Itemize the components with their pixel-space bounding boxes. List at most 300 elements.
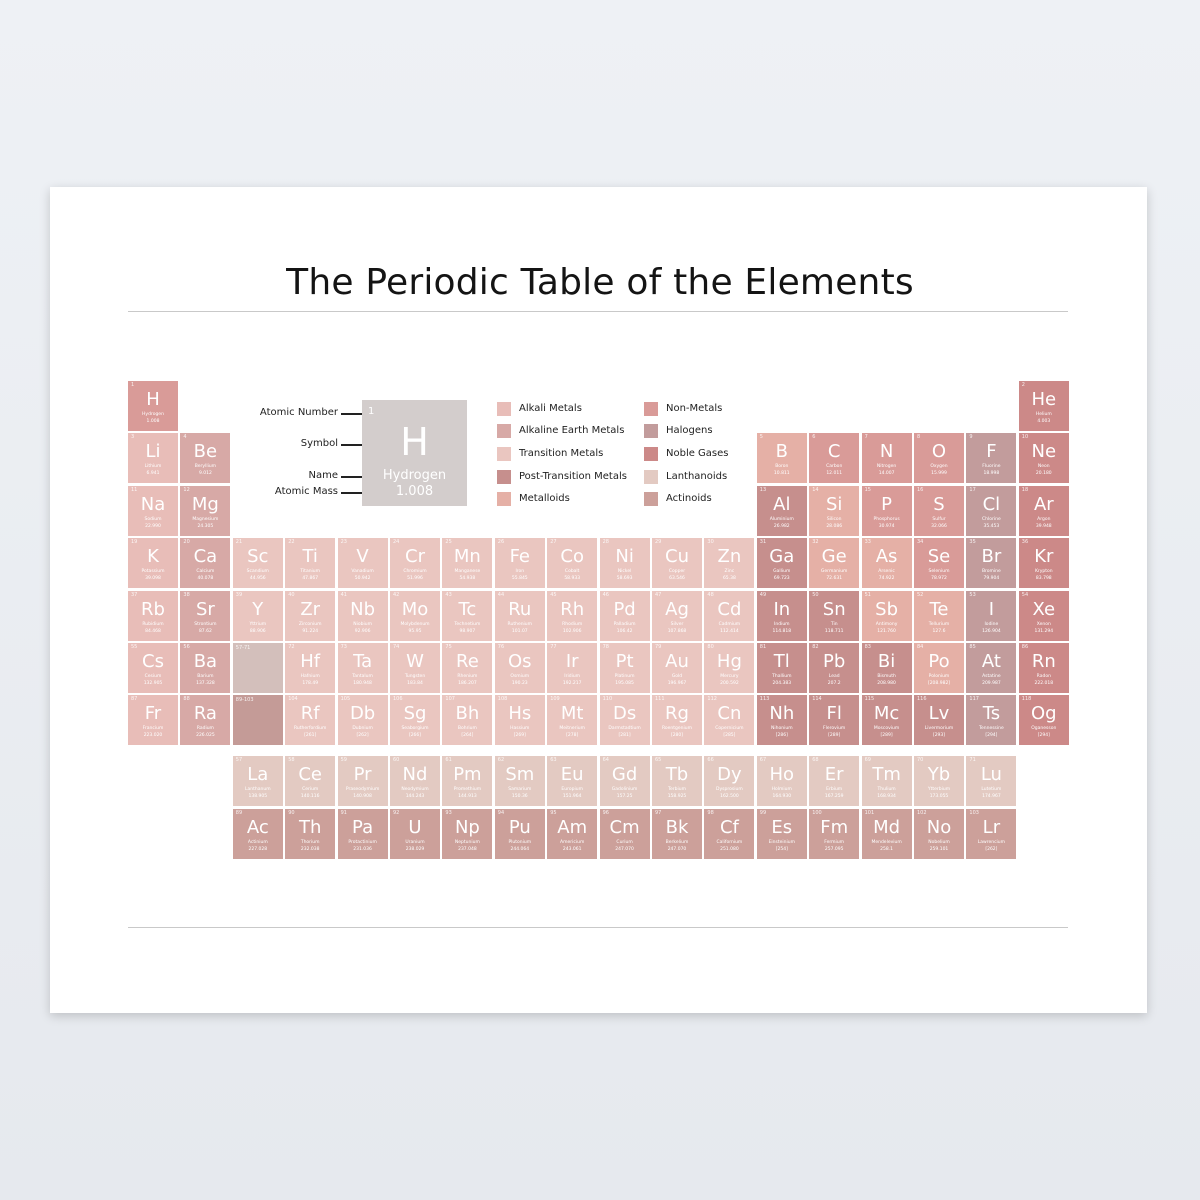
element-name: Cobalt	[564, 569, 580, 575]
element-mass: 173.055	[929, 794, 949, 799]
element-mass: 190.23	[511, 681, 528, 686]
element-number: 82	[812, 644, 819, 650]
element-number: 117	[969, 696, 979, 703]
element-number: 93	[445, 810, 452, 816]
element-name: Lanthanum	[245, 787, 271, 792]
element-name: Bismuth	[877, 674, 896, 679]
element-mass: 55.845	[511, 576, 528, 582]
element-mass: 232.038	[300, 847, 320, 852]
element-cell-fm	[809, 809, 859, 859]
element-cell-pu	[495, 809, 545, 859]
element-mass: 226.025	[196, 733, 215, 739]
element-number: 10	[1021, 434, 1029, 441]
key-label-name: Name	[308, 470, 338, 481]
element-mass: 208.980	[877, 681, 896, 686]
element-number: 11	[131, 486, 138, 493]
element-number: 21	[235, 539, 243, 546]
element-cell-zn	[704, 538, 754, 588]
element-number: 64	[602, 757, 609, 763]
element-number: 67	[759, 757, 767, 763]
element-name: Ytterbium	[927, 787, 951, 792]
element-number: 3	[131, 434, 135, 441]
element-symbol: Ts	[982, 703, 1001, 725]
element-mass: 4.003	[1037, 419, 1051, 424]
element-cell-er	[809, 756, 859, 806]
element-symbol: W	[406, 651, 424, 672]
element-mass: 144.913	[458, 794, 477, 799]
element-cell-zr	[285, 591, 335, 641]
element-number: 70	[917, 757, 924, 763]
element-name: Rhenium	[457, 674, 478, 679]
element-mass: 74.922	[878, 576, 895, 582]
element-symbol: Cs	[142, 651, 164, 672]
element-mass: 12.011	[826, 471, 843, 477]
element-number: 15	[864, 486, 871, 493]
element-number: 86	[1021, 644, 1029, 650]
element-mass: 78.972	[931, 576, 947, 582]
element-mass: 106.42	[616, 628, 633, 634]
element-number: 102	[917, 810, 927, 816]
element-name: Dysprosium	[716, 787, 743, 792]
element-cell-ti	[285, 538, 335, 588]
element-number: 40	[288, 591, 295, 598]
element-mass: 137.328	[196, 681, 215, 686]
key-label-symbol: Symbol	[300, 438, 338, 449]
element-cell-k	[128, 538, 178, 588]
element-name: Ruthenium	[507, 621, 533, 627]
placeholder-range-label: 89-103	[235, 697, 254, 704]
series-placeholder-cell	[233, 695, 283, 745]
element-cell-te	[914, 591, 964, 641]
legend-label: Lanthanoids	[666, 471, 728, 482]
element-number: 18	[1021, 486, 1029, 493]
element-mass: 1.008	[146, 419, 160, 424]
legend-label: Noble Gases	[666, 448, 729, 459]
element-mass: 20.180	[1035, 471, 1052, 477]
element-cell-rn	[1019, 643, 1069, 693]
element-cell-fr	[128, 695, 178, 745]
element-cell-cn	[704, 695, 754, 745]
element-symbol: Si	[825, 493, 843, 515]
element-number: 116	[917, 696, 927, 703]
legend-label: Post-Transition Metals	[519, 471, 627, 482]
element-cell-sn	[809, 591, 859, 641]
element-cell-c	[809, 433, 859, 483]
element-number: 78	[602, 644, 609, 650]
element-name: Boron	[775, 464, 789, 470]
element-number: 58	[288, 757, 295, 763]
element-number: 38	[183, 591, 190, 598]
element-symbol: Hs	[508, 703, 532, 725]
element-cell-sg	[390, 695, 440, 745]
element-name: Americium	[560, 840, 585, 845]
element-cell-ac	[233, 809, 283, 859]
element-mass: 243.061	[562, 847, 582, 852]
element-symbol: Sn	[822, 598, 846, 620]
element-cell-os	[495, 643, 545, 693]
element-name: Sodium	[144, 516, 162, 522]
key-label-atomic-mass: Atomic Mass	[274, 486, 338, 497]
element-name: Tungsten	[404, 674, 426, 679]
element-symbol: Bk	[665, 817, 689, 838]
element-name: Zinc	[724, 569, 735, 575]
element-number: 47	[655, 591, 662, 598]
element-name: Carbon	[826, 464, 843, 470]
element-name: Cerium	[302, 787, 319, 792]
element-symbol: Se	[927, 546, 951, 568]
element-mass: 51.996	[407, 576, 423, 582]
element-cell-s	[914, 486, 964, 536]
element-name: Tellurium	[928, 621, 950, 627]
element-number: 30	[707, 539, 714, 546]
element-symbol: Lv	[928, 703, 950, 725]
element-number: 16	[917, 486, 924, 493]
element-cell-pd	[600, 591, 650, 641]
element-cell-in	[757, 591, 807, 641]
element-mass: 126.904	[982, 628, 1001, 634]
element-cell-i	[966, 591, 1016, 641]
element-symbol: Eu	[560, 764, 584, 785]
element-number: 65	[655, 757, 662, 763]
placeholder-range-label: 57-71	[235, 645, 251, 651]
element-cell-gd	[600, 756, 650, 806]
element-name: Californium	[716, 840, 743, 845]
element-number: 90	[288, 810, 295, 816]
element-name: Uranium	[405, 840, 425, 845]
element-number: 92	[393, 810, 400, 816]
element-symbol: Rg	[665, 703, 689, 725]
element-number: 20	[183, 539, 190, 546]
element-symbol: Tl	[773, 651, 790, 672]
element-cell-lv	[914, 695, 964, 745]
element-symbol: Ge	[821, 546, 847, 568]
element-symbol: Ti	[302, 546, 318, 568]
element-number: 2	[1021, 382, 1025, 388]
element-number: 12	[183, 486, 190, 493]
element-mass: [293]	[932, 733, 946, 739]
legend-label: Transition Metals	[519, 448, 604, 459]
element-cell-p	[862, 486, 912, 536]
element-cell-ta	[338, 643, 388, 693]
element-cell-hg	[704, 643, 754, 693]
element-name: Yttrium	[249, 621, 267, 627]
element-name: Hassium	[510, 726, 530, 732]
element-symbol: Zr	[300, 598, 321, 620]
element-symbol: Ba	[193, 651, 218, 672]
element-number: 77	[550, 644, 557, 650]
element-symbol: Mg	[191, 493, 219, 515]
element-symbol: Mn	[453, 546, 481, 568]
element-cell-cu	[652, 538, 702, 588]
element-cell-ge	[809, 538, 859, 588]
element-name: Argon	[1037, 516, 1051, 522]
key-sample-mass: 1.008	[395, 484, 434, 499]
element-symbol: Ce	[298, 764, 323, 785]
element-number: 53	[969, 591, 976, 598]
element-mass: 162.500	[720, 794, 739, 799]
element-number: 24	[393, 539, 400, 546]
element-number: 22	[288, 539, 295, 546]
element-name: Cadmium	[718, 621, 741, 627]
element-symbol: Ta	[353, 651, 373, 672]
element-mass: 10.811	[773, 471, 790, 477]
element-number: 87	[131, 696, 138, 703]
element-name: Copper	[668, 569, 686, 575]
element-mass: 39.098	[145, 576, 161, 582]
element-mass: [285]	[723, 733, 736, 739]
element-mass: 40.078	[197, 576, 214, 582]
legend-label: Alkaline Earth Metals	[519, 425, 625, 436]
element-mass: 63.546	[669, 576, 685, 582]
element-mass: 157.25	[616, 794, 633, 799]
element-cell-mo	[390, 591, 440, 641]
element-cell-cl	[966, 486, 1016, 536]
element-cell-ni	[600, 538, 650, 588]
element-cell-la	[233, 756, 283, 806]
element-symbol: Bi	[877, 651, 896, 672]
element-name: Hafnium	[300, 674, 320, 679]
element-name: Rubidium	[142, 621, 164, 627]
element-symbol: Y	[252, 598, 264, 620]
element-symbol: Rb	[141, 598, 165, 620]
element-symbol: Gd	[611, 764, 638, 785]
element-mass: 87.62	[198, 628, 212, 634]
element-name: Lutetium	[981, 787, 1002, 792]
element-mass: 69.723	[773, 576, 790, 582]
element-number: 17	[969, 486, 976, 493]
element-number: 72	[288, 644, 295, 650]
element-cell-ga	[757, 538, 807, 588]
element-symbol: Cn	[717, 703, 742, 725]
element-name: Bohrium	[457, 726, 477, 732]
element-name: Manganese	[454, 569, 481, 575]
element-cell-nd	[390, 756, 440, 806]
element-cell-am	[547, 809, 597, 859]
element-mass: 209.987	[982, 681, 1001, 686]
element-mass: 207.2	[827, 681, 841, 686]
element-mass: 6.941	[146, 471, 160, 477]
legend-label: Halogens	[666, 425, 713, 436]
element-mass: [269]	[513, 733, 526, 739]
element-symbol: Sc	[247, 546, 269, 568]
element-name: Xenon	[1036, 621, 1051, 627]
element-symbol: Pb	[823, 651, 846, 672]
element-name: Silicon	[826, 516, 842, 522]
element-mass: 54.938	[459, 576, 476, 582]
element-symbol: Cd	[717, 598, 742, 620]
element-number: 28	[602, 539, 609, 546]
element-symbol: Ho	[769, 764, 795, 785]
element-mass: 84.468	[145, 628, 161, 634]
element-mass: 50.942	[354, 576, 371, 582]
element-name: Erbium	[826, 787, 843, 792]
element-cell-eu	[547, 756, 597, 806]
element-cell-th	[285, 809, 335, 859]
element-cell-pm	[442, 756, 492, 806]
element-mass: 183.84	[407, 681, 423, 686]
element-cell-si	[809, 486, 859, 536]
element-mass: 150.36	[511, 794, 528, 799]
element-cell-pa	[338, 809, 388, 859]
element-number: 52	[917, 591, 924, 598]
element-symbol: I	[988, 598, 995, 620]
element-cell-tl	[757, 643, 807, 693]
legend-label: Actinoids	[666, 493, 712, 504]
element-cell-al	[757, 486, 807, 536]
element-cell-fe	[495, 538, 545, 588]
element-symbol: Pr	[353, 764, 372, 785]
element-name: Indium	[774, 621, 790, 627]
element-symbol: Lr	[982, 817, 1001, 838]
element-cell-rb	[128, 591, 178, 641]
element-symbol: Pm	[453, 764, 482, 785]
element-number: 100	[812, 810, 822, 816]
element-symbol: In	[773, 598, 791, 620]
element-cell-cm	[600, 809, 650, 859]
element-cell-db	[338, 695, 388, 745]
element-symbol: Os	[508, 651, 532, 672]
element-name: Lithium	[144, 464, 162, 470]
element-cell-fl	[809, 695, 859, 745]
element-number: 31	[759, 539, 767, 546]
poster-title: The Periodic Table of the Elements	[286, 262, 914, 303]
element-name: Nihonium	[771, 726, 793, 732]
element-cell-mc	[862, 695, 912, 745]
element-cell-na	[128, 486, 178, 536]
element-name: Silver	[670, 621, 684, 627]
element-cell-pb	[809, 643, 859, 693]
element-cell-mt	[547, 695, 597, 745]
element-mass: 223.020	[143, 733, 163, 739]
element-name: Lead	[828, 674, 840, 679]
key-sample-number: 1	[368, 406, 375, 417]
element-cell-po	[914, 643, 964, 693]
element-cell-ir	[547, 643, 597, 693]
element-name: Zirconium	[298, 621, 322, 627]
element-name: Mercury	[720, 674, 739, 679]
element-name: Iridium	[564, 674, 581, 679]
element-symbol: Tb	[665, 764, 689, 785]
element-mass: 132.905	[143, 681, 163, 686]
element-mass: 138.905	[248, 794, 268, 799]
element-name: Gallium	[773, 569, 791, 575]
element-number: 7	[864, 434, 868, 441]
element-mass: 247.070	[667, 847, 687, 852]
element-cell-bk	[652, 809, 702, 859]
element-name: Tin	[830, 621, 838, 627]
element-mass: 257.095	[824, 847, 844, 852]
element-mass: 58.933	[564, 576, 581, 582]
element-name: Gold	[671, 674, 683, 679]
element-symbol: V	[356, 546, 369, 568]
element-cell-ra	[180, 695, 230, 745]
element-cell-he	[1019, 381, 1069, 431]
element-name: Livermorium	[924, 726, 954, 732]
element-number: 19	[131, 539, 138, 546]
element-number: 109	[550, 696, 560, 703]
element-symbol: Hg	[716, 651, 742, 672]
element-number: 57	[235, 757, 243, 763]
element-mass: [289]	[880, 733, 893, 739]
element-symbol: Li	[145, 441, 161, 463]
element-mass: 195.085	[615, 681, 634, 686]
element-mass: 39.948	[1035, 523, 1052, 529]
element-cell-pr	[338, 756, 388, 806]
element-cell-se	[914, 538, 964, 588]
element-symbol: Tc	[458, 598, 477, 620]
element-number: 27	[550, 539, 557, 546]
element-name: Neptunium	[454, 840, 480, 845]
element-number: 55	[131, 644, 138, 650]
element-name: Thallium	[772, 674, 792, 679]
element-name: Aluminium	[769, 516, 794, 522]
element-name: Tennessine	[978, 726, 1004, 732]
element-mass: 83.798	[1035, 576, 1052, 582]
element-symbol: Ir	[565, 651, 579, 672]
element-name: Fermium	[824, 840, 845, 845]
element-symbol: Pa	[352, 817, 374, 838]
element-name: Iron	[515, 569, 525, 575]
element-number: 46	[602, 591, 609, 598]
element-cell-lu	[966, 756, 1016, 806]
element-mass: 32.066	[931, 523, 947, 529]
element-name: Strontium	[194, 621, 217, 627]
element-name: Meitnerium	[559, 726, 585, 732]
element-number: 25	[445, 539, 452, 546]
element-name: Francium	[142, 726, 164, 732]
element-cell-rf	[285, 695, 335, 745]
element-name: Phosphorus	[873, 516, 900, 522]
element-cell-xe	[1019, 591, 1069, 641]
element-symbol: Ds	[612, 703, 637, 725]
element-name: Chromium	[403, 569, 427, 575]
element-symbol: N	[879, 441, 894, 463]
legend-label: Alkali Metals	[519, 403, 582, 414]
element-cell-og	[1019, 695, 1069, 745]
element-mass: [262]	[985, 847, 998, 852]
element-symbol: He	[1031, 389, 1057, 410]
element-symbol: Bh	[455, 703, 480, 725]
element-symbol: Np	[454, 817, 480, 838]
element-name: Nobelium	[928, 840, 950, 845]
element-cell-md	[862, 809, 912, 859]
element-mass: 28.086	[826, 523, 843, 529]
element-name: Osmium	[510, 674, 530, 679]
element-symbol: Tm	[872, 764, 901, 785]
element-name: Holmium	[771, 787, 792, 792]
element-mass: [261]	[304, 733, 317, 739]
element-mass: 247.070	[615, 847, 634, 852]
element-number: 89	[235, 810, 243, 816]
element-symbol: B	[775, 441, 788, 463]
element-mass: 26.982	[773, 523, 790, 529]
element-name: Flerovium	[823, 726, 846, 732]
element-mass: 167.259	[824, 794, 844, 799]
element-name: Lawrencium	[977, 840, 1006, 845]
element-mass: 151.964	[562, 794, 582, 799]
element-number: 104	[288, 696, 298, 703]
element-number: 45	[550, 591, 557, 598]
element-mass: 127.6	[932, 628, 946, 634]
element-number: 88	[183, 696, 190, 703]
element-symbol: Er	[824, 764, 844, 785]
element-name: Tantalum	[352, 674, 373, 679]
element-mass: 178.49	[302, 681, 319, 686]
element-symbol: Sr	[195, 598, 215, 620]
key-label-atomic-number: Atomic Number	[259, 407, 338, 418]
element-name: Scandium	[246, 569, 269, 575]
element-symbol: Ne	[1031, 441, 1057, 463]
